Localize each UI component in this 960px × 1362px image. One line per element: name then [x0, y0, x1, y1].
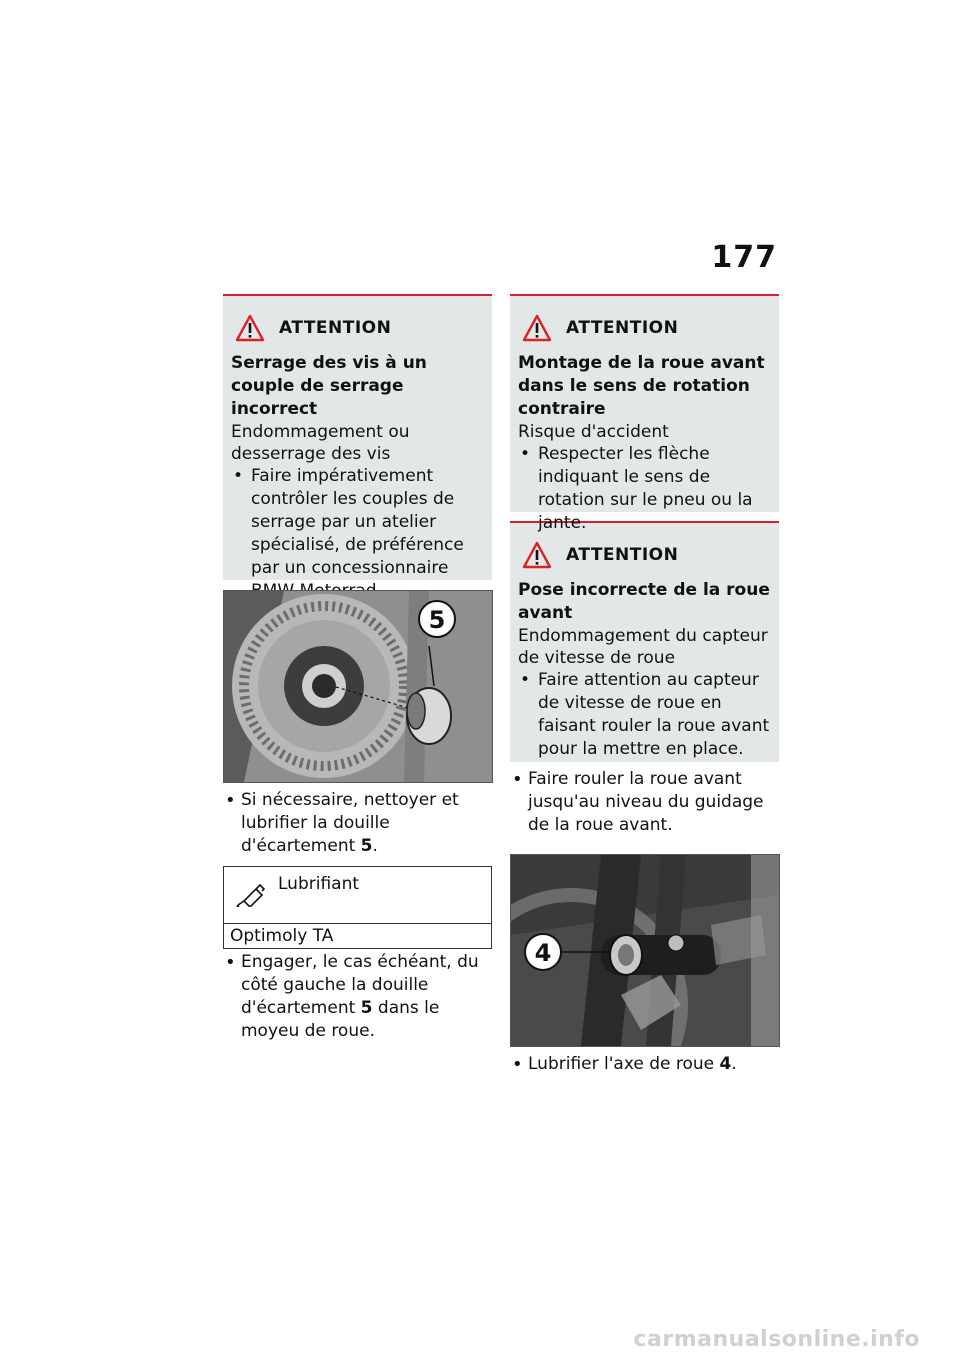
step-clean-sleeve — [223, 789, 492, 858]
warning-subtitle: Pose incorrecte de la roue avant — [518, 580, 770, 623]
step-text: Engager, le cas échéant, du côté gauche la douille d'écartement — [241, 952, 479, 1018]
photo-callout-5: 5 — [428, 606, 446, 634]
step-ref: 5 — [360, 836, 373, 856]
step-text: Si nécessaire, nettoyer et lubrifier la douille d'écartement — [241, 790, 459, 856]
steps-left-1 — [223, 789, 492, 858]
warning-subtitle: Serrage des vis à un couple de serrage incorrect — [231, 353, 427, 419]
warning-box-rotation — [510, 294, 779, 533]
warning-triangle-icon — [522, 314, 552, 342]
warning-header — [231, 314, 484, 342]
warning-consequence: Risque d'accident — [518, 422, 669, 442]
warning-title: ATTENTION — [566, 318, 679, 338]
steps-right-2 — [510, 1053, 779, 1076]
right-column — [510, 294, 779, 1076]
step-text: Lubrifier l'axe de roue — [528, 1054, 720, 1074]
steps-right-1 — [510, 768, 779, 837]
wheel-axle-photo — [510, 854, 780, 1047]
warning-consequence: Endommagement du capteur de vitesse de roue — [518, 626, 768, 668]
warning-title: ATTENTION — [566, 545, 679, 565]
warning-action-item: • Faire impérativement contrôler les couples de serrage par un atelier spécialisé, de préférence par un concessionnaire — [231, 465, 484, 603]
warning-triangle-icon — [522, 541, 552, 569]
warning-actions — [518, 669, 771, 761]
page-number: 177 — [711, 240, 777, 275]
step-roll-wheel: • Faire rouler la roue avant jusqu'au niveau du guidage de la roue avant. — [510, 768, 779, 837]
step-end: . — [372, 836, 378, 856]
step-end: dans le moyeu de roue. — [241, 998, 440, 1041]
oil-can-icon — [236, 881, 266, 907]
step-ref: 4 — [719, 1054, 732, 1074]
warning-triangle-icon — [235, 314, 265, 342]
step-insert-sleeve — [223, 951, 492, 1043]
spacer-sleeve-photo — [223, 590, 493, 783]
warning-header — [518, 314, 771, 342]
photo-callout-4: 4 — [534, 939, 552, 967]
warning-subtitle: Montage de la roue avant dans le sens de rotation contraire — [518, 353, 765, 419]
warning-action-item: • Faire attention au capteur de vitesse de roue en faisant rouler la roue avant pour la mettre en place. — [518, 669, 771, 761]
step-lubricate-axle — [510, 1053, 779, 1076]
step-ref: 5 — [360, 998, 373, 1018]
warning-action-item: • Respecter les flèche indiquant le sens de rotation sur le pneu ou la jante. — [518, 443, 771, 535]
warning-title: ATTENTION — [279, 318, 392, 338]
warning-actions — [231, 465, 484, 603]
lubricant-label: Lubrifiant — [278, 874, 360, 894]
watermark: carmanualsonline.info — [633, 1327, 920, 1352]
lubricant-header — [224, 867, 491, 923]
warning-consequence: Endommagement ou desserrage des vis — [231, 422, 410, 464]
left-column — [223, 294, 492, 1043]
warning-header — [518, 541, 771, 569]
steps-left-2 — [223, 951, 492, 1043]
wheel-hub-illustration — [224, 591, 492, 782]
step-end: . — [731, 1054, 737, 1074]
axle-illustration — [511, 855, 779, 1046]
lubricant-value: Optimoly TA — [224, 923, 491, 948]
lubricant-box — [223, 866, 492, 949]
warning-box-torque — [223, 294, 492, 580]
warning-box-sensor — [510, 521, 779, 762]
warning-actions — [518, 443, 771, 535]
